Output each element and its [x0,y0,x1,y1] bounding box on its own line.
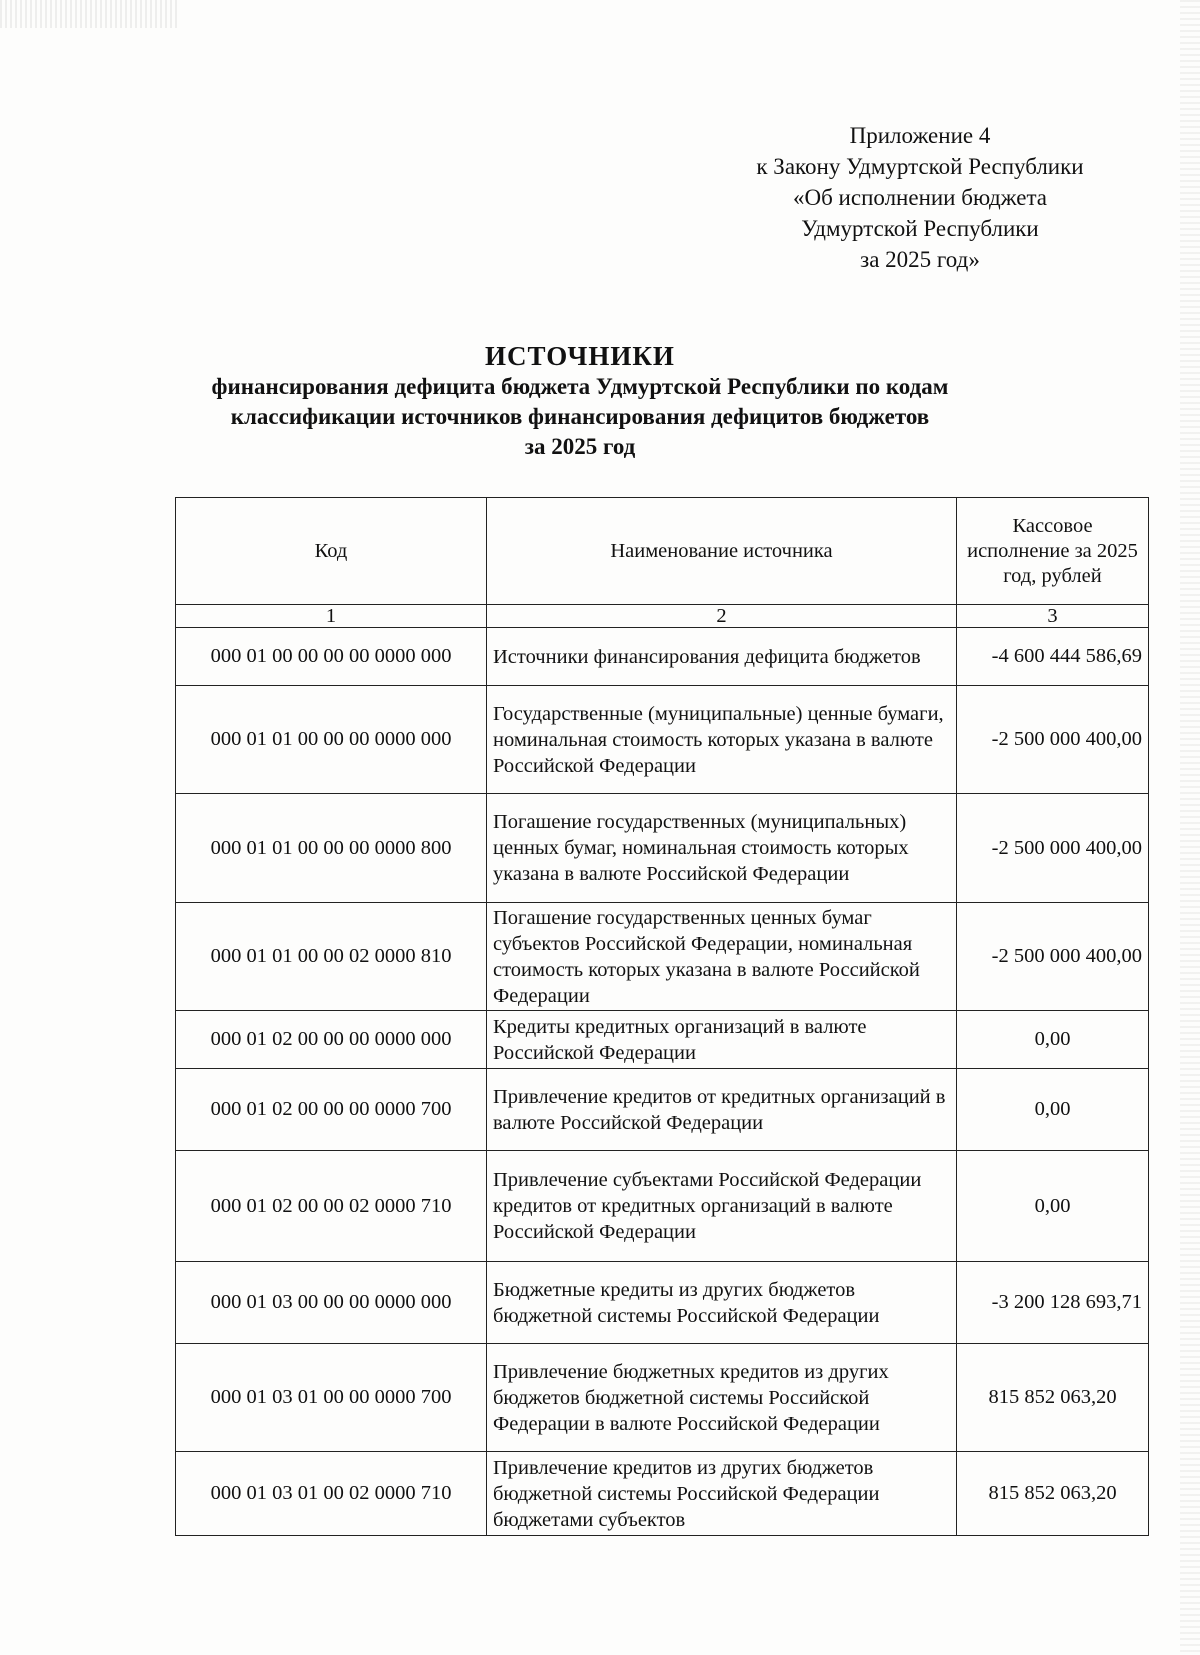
table-row [176,903,1149,1011]
table-row [176,794,1149,903]
appendix-line: за 2025 год» [860,247,980,272]
row-amount: 815 852 063,20 [957,1452,1149,1536]
document-title [150,340,1010,462]
row-code: 000 01 03 01 00 02 0000 710 [176,1452,487,1536]
appendix-note [700,120,1140,275]
row-name: Привлечение кредитов от кредитных организаций в валюте Российской Федерации [487,1069,957,1151]
row-name: Привлечение бюджетных кредитов из других бюджетов бюджетной системы Российской Федерации в валюте Российской Федерации [487,1344,957,1452]
header-name: Наименование источника [487,498,957,605]
header-code: Код [176,498,487,605]
column-number: 1 [176,605,487,628]
title-line: финансирования дефицита бюджета Удмуртской Республики по кодам [211,374,949,399]
table-row [176,686,1149,794]
table-row [176,1011,1149,1069]
row-amount: -4 600 444 586,69 [957,628,1149,686]
table-row [176,1452,1149,1536]
column-number: 2 [487,605,957,628]
row-code: 000 01 03 00 00 00 0000 000 [176,1262,487,1344]
row-amount: 0,00 [957,1151,1149,1262]
row-name: Привлечение субъектами Российской Федерации кредитов от кредитных организаций в валюте Российской Федерации [487,1151,957,1262]
row-name: Государственные (муниципальные) ценные бумаги, номинальная стоимость которых указана в валюте Российской Федерации [487,686,957,794]
appendix-line: Удмуртской Республики [801,216,1039,241]
row-code: 000 01 02 00 00 02 0000 710 [176,1151,487,1262]
scan-edge-artifact [0,0,180,28]
row-amount: 0,00 [957,1069,1149,1151]
appendix-line: «Об исполнении бюджета [792,185,1047,210]
row-amount: -2 500 000 400,00 [957,794,1149,903]
sources-table [175,497,1149,1536]
row-name: Источники финансирования дефицита бюджетов [487,628,957,686]
row-amount: -2 500 000 400,00 [957,903,1149,1011]
table-row [176,1069,1149,1151]
row-code: 000 01 01 00 00 00 0000 800 [176,794,487,903]
row-amount: 815 852 063,20 [957,1344,1149,1452]
table-header-row [176,498,1149,605]
table-row [176,1262,1149,1344]
row-code: 000 01 00 00 00 00 0000 000 [176,628,487,686]
row-name: Бюджетные кредиты из других бюджетов бюджетной системы Российской Федерации [487,1262,957,1344]
row-code: 000 01 02 00 00 00 0000 700 [176,1069,487,1151]
row-name: Кредиты кредитных организаций в валюте Российской Федерации [487,1011,957,1069]
row-amount: -2 500 000 400,00 [957,686,1149,794]
table-row [176,1344,1149,1452]
row-amount: 0,00 [957,1011,1149,1069]
title-line: классификации источников финансирования дефицитов бюджетов [230,404,930,429]
row-code: 000 01 01 00 00 02 0000 810 [176,903,487,1011]
table-row [176,628,1149,686]
appendix-line: к Закону Удмуртской Республики [756,154,1084,179]
title-line: за 2025 год [524,434,636,459]
header-amount: Кассовое исполнение за 2025 год, рублей [957,498,1149,605]
appendix-line: Приложение 4 [849,123,991,148]
row-amount: -3 200 128 693,71 [957,1262,1149,1344]
column-number-row [176,605,1149,628]
column-number: 3 [957,605,1149,628]
row-name: Погашение государственных ценных бумаг субъектов Российской Федерации, номинальная стоимость которых указана в валюте Российской Федерации [487,903,957,1011]
row-code: 000 01 01 00 00 00 0000 000 [176,686,487,794]
row-code: 000 01 02 00 00 00 0000 000 [176,1011,487,1069]
row-name: Погашение государственных (муниципальных) ценных бумаг, номинальная стоимость которых указана в валюте Российской Федерации [487,794,957,903]
table-row [176,1151,1149,1262]
row-name: Привлечение кредитов из других бюджетов бюджетной системы Российской Федерации бюджетами субъектов [487,1452,957,1536]
title-heading: ИСТОЧНИКИ [485,341,675,371]
scan-edge-artifact [1180,0,1200,1655]
row-code: 000 01 03 01 00 00 0000 700 [176,1344,487,1452]
